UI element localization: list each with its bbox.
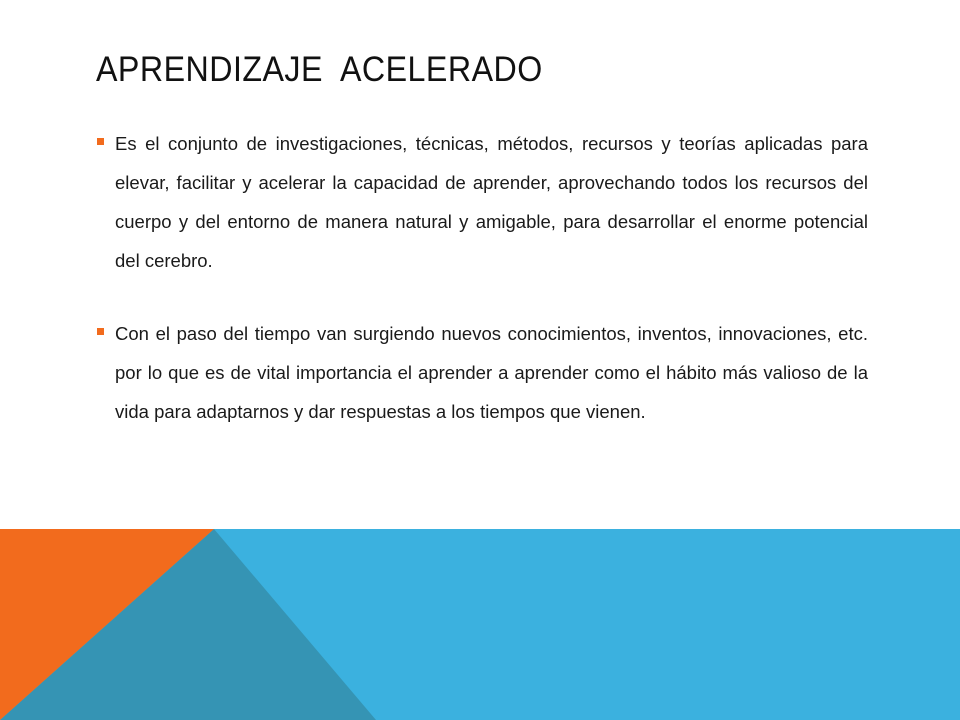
square-bullet-icon	[97, 138, 104, 145]
square-bullet-icon	[97, 328, 104, 335]
bullet-text: Es el conjunto de investigaciones, técnicas, métodos, recursos y teorías aplicadas para elevar, facilitar y acelerar la capacidad de aprender, aprovechando todos los recursos del cuerpo y del entorno de manera natural y amigable, para desarrollar el enorme potencial del cerebro.	[115, 133, 868, 271]
decorative-footer-shapes	[0, 529, 960, 720]
slide-title: APRENDIZAJE ACELERADO	[96, 50, 543, 89]
bullet-item	[96, 314, 868, 431]
bullet-item	[96, 124, 868, 280]
bullet-list	[96, 124, 868, 465]
bullet-text: Con el paso del tiempo van surgiendo nuevos conocimientos, inventos, innovaciones, etc. por lo que es de vital importancia el aprender a aprender como el hábito más valioso de la vida para adaptarnos y dar respuestas a los tiempos que vienen.	[115, 323, 868, 422]
